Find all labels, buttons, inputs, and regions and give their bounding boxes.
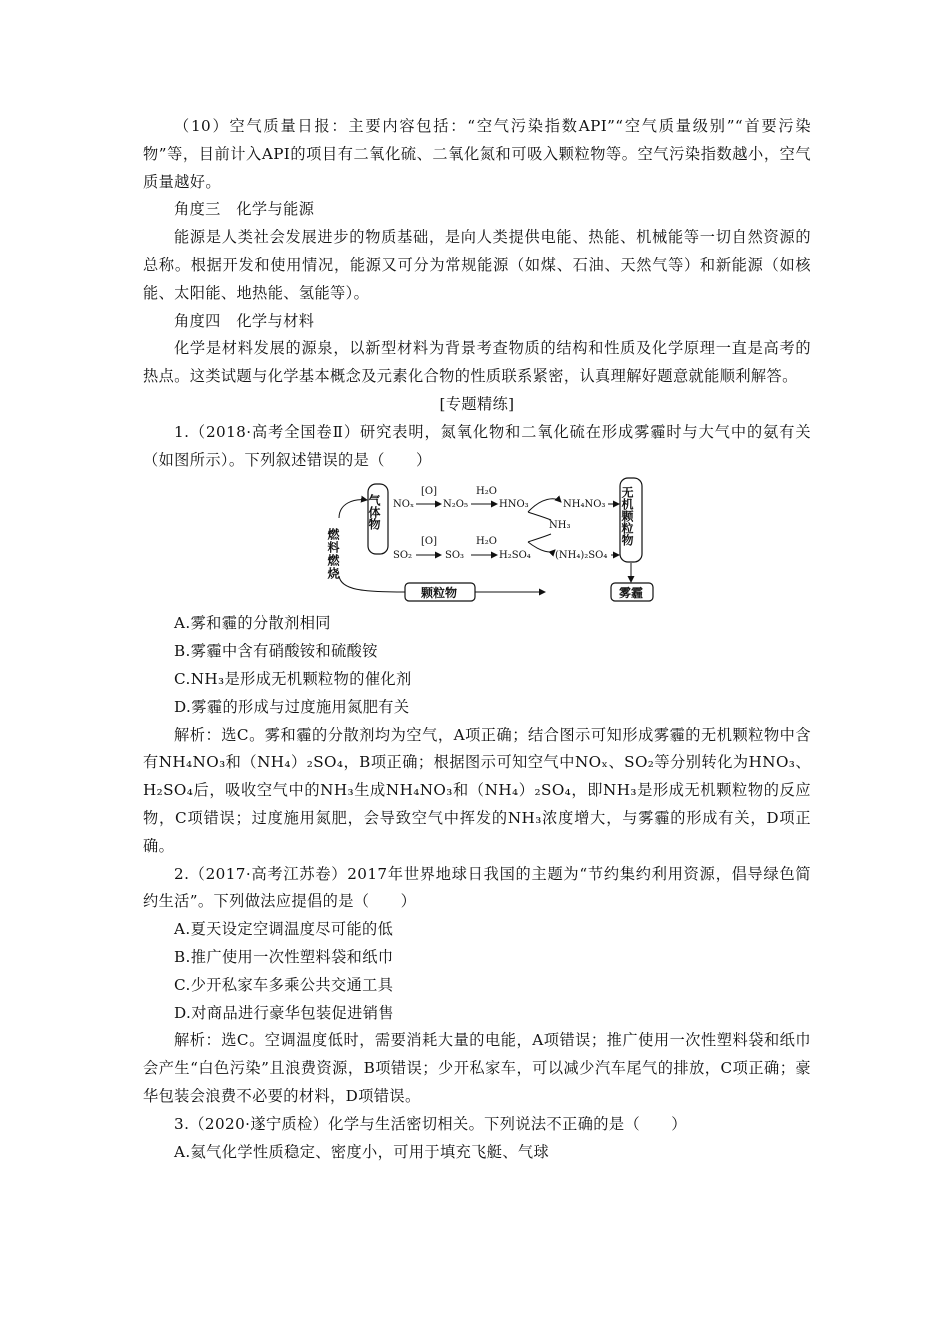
q1-analysis: 解析：选C。雾和霾的分散剂均为空气，A项正确；结合图示可知形成雾霾的无机颗粒物中含有NH₄NO₃和（NH₄）₂SO₄，B项正确；根据图示可知空气中NOₓ、SO₂等分别转化为HNO₃、H₂SO₄后，吸收空气中的NH₃生成NH₄NO₃和（NH₄）₂SO₄，即NH₃是形成无机颗粒物的反应物，C项错误；过度施用氮肥，会导致空气中挥发的NH₃浓度增大，与雾霾的形成有关，D项正确。 bbox=[143, 725, 811, 855]
paragraph-materials: 化学是材料发展的源泉，以新型材料为背景考查物质的结构和性质及化学原理一直是高考的热点。这类试题与化学基本概念及元素化合物的性质联系紧密，认真理解好题意就能顺利解答。 bbox=[143, 339, 811, 386]
question-2-stem: 2.（2017·高考江苏卷）2017年世界地球日我国的主题为“节约集约利用资源，倡导绿色简约生活”。下列做法应提倡的是（ ） bbox=[143, 864, 811, 911]
nh4no3-label: NH₄NO₃ bbox=[563, 499, 606, 511]
q1-option-d: D.雾霾的形成与过度施用氮肥有关 bbox=[174, 697, 410, 716]
gas-box-label: 气体物 bbox=[367, 494, 381, 531]
water-label-2: H₂O bbox=[476, 536, 497, 548]
oxygen-label-2: [O] bbox=[421, 536, 438, 548]
q1-option-c: C.NH₃是形成无机颗粒物的催化剂 bbox=[174, 669, 412, 688]
h2so4-label: H₂SO₄ bbox=[499, 550, 531, 562]
section-title: [专题精练] bbox=[439, 394, 515, 413]
ammonium-sulfate-label: (NH₄)₂SO₄ bbox=[555, 550, 608, 562]
q2-analysis: 解析：选C。空调温度低时，需要消耗大量的电能，A项错误；推广使用一次性塑料袋和纸巾会产生“白色污染”且浪费资源，B项错误；少开私家车，可以减少汽车尾气的排放，C项正确；豪华包装会浪费不必要的材料，D项错误。 bbox=[143, 1031, 811, 1105]
q2-option-b: B.推广使用一次性塑料袋和纸巾 bbox=[174, 947, 394, 966]
so3-label: SO₃ bbox=[445, 550, 465, 562]
question-3-stem: 3.（2020·遂宁质检）化学与生活密切相关。下列说法不正确的是（ ） bbox=[174, 1114, 687, 1133]
q1-option-a: A.雾和霾的分散剂相同 bbox=[174, 614, 331, 633]
q2-option-d: D.对商品进行豪华包装促进销售 bbox=[174, 1003, 394, 1022]
q3-option-a: A.氦气化学性质稳定、密度小，可用于填充飞艇、气球 bbox=[174, 1142, 550, 1161]
heading-angle-three: 角度三 化学与能源 bbox=[174, 200, 315, 219]
paragraph-air-quality: （10）空气质量日报：主要内容包括：“空气污染指数API”“空气质量级别”“首要污染物”等，目前计入API的项目有二氧化硫、二氧化氮和可吸入颗粒物等。空气污染指数越小，空气质量越好。 bbox=[143, 117, 811, 191]
so2-label: SO₂ bbox=[393, 550, 413, 562]
hno3-label: HNO₃ bbox=[499, 499, 529, 511]
q2-option-a: A.夏天设定空调温度尽可能的低 bbox=[174, 920, 394, 939]
nox-label: NOₓ bbox=[393, 499, 415, 511]
haze-label: 雾霾 bbox=[619, 586, 644, 601]
q2-option-c: C.少开私家车多乘公共交通工具 bbox=[174, 975, 394, 994]
oxygen-label-1: [O] bbox=[421, 486, 438, 498]
n2o5-label: N₂O₅ bbox=[443, 499, 468, 511]
q1-option-b: B.雾霾中含有硝酸铵和硫酸铵 bbox=[174, 642, 378, 661]
paragraph-energy: 能源是人类社会发展进步的物质基础，是向人类提供电能、热能、机械能等一切自然资源的总称。根据开发和使用情况，能源又可分为常规能源（如煤、石油、天然气等）和新能源（如核能、太阳能、地热能、氢能等）。 bbox=[143, 228, 811, 302]
fuel-burning-label: 燃料燃烧 bbox=[326, 528, 340, 581]
question-1-stem: 1.（2018·高考全国卷Ⅱ）研究表明，氮氧化物和二氧化硫在形成雾霾时与大气中的氨有关（如图所示）。下列叙述错误的是（ ） bbox=[143, 422, 811, 469]
water-label-1: H₂O bbox=[476, 486, 497, 498]
ammonia-label: NH₃ bbox=[549, 520, 571, 532]
heading-angle-four: 角度四 化学与材料 bbox=[174, 311, 315, 330]
document-body bbox=[143, 113, 811, 1166]
inorganic-particles-label: 无机颗粒物 bbox=[620, 486, 634, 547]
particles-label: 颗粒物 bbox=[421, 586, 458, 601]
haze-formation-diagram bbox=[143, 476, 811, 606]
